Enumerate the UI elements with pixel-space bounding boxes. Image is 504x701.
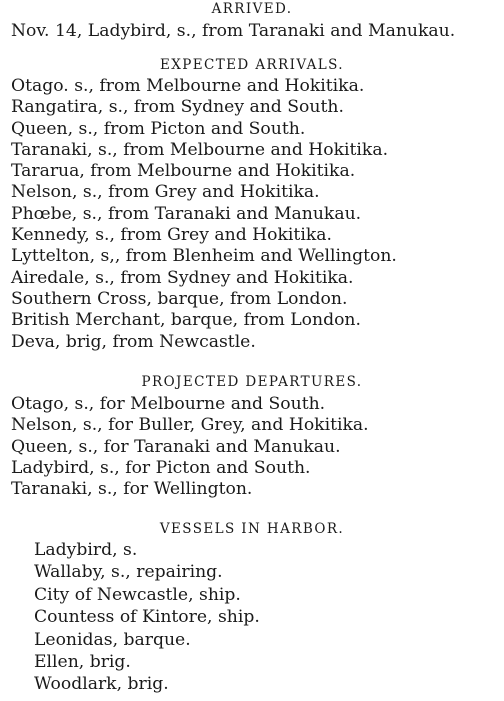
list-item: City of Newcastle, ship.	[34, 584, 241, 605]
list-item: Queen, s., for Taranaki and Manukau.	[11, 436, 341, 457]
list-item: Woodlark, brig.	[34, 674, 169, 695]
list-item: Kennedy, s., from Grey and Hokitika.	[11, 225, 332, 246]
list-item: Countess of Kintore, ship.	[34, 607, 260, 628]
list-item: Leonidas, barque.	[34, 629, 191, 650]
list-item: Rangatira, s., from Sydney and South.	[11, 97, 344, 118]
list-item: Nelson, s., from Grey and Hokitika.	[11, 182, 320, 203]
expected-arrivals-heading: EXPECTED ARRIVALS.	[160, 57, 344, 73]
list-item: Wallaby, s., repairing.	[34, 562, 223, 583]
arrived-entry: Nov. 14, Ladybird, s., from Taranaki and Manukau.	[11, 21, 456, 41]
list-item: Phœbe, s., from Taranaki and Manukau.	[11, 203, 362, 224]
list-item: Tararua, from Melbourne and Hokitika.	[11, 161, 356, 182]
list-item: Ladybird, s.	[34, 540, 138, 560]
list-item: Otago, s., for Melbourne and South.	[11, 394, 326, 414]
list-item: Queen, s., from Picton and South.	[11, 118, 306, 139]
vessels-in-harbor-list	[34, 539, 260, 696]
list-item: Otago. s., from Melbourne and Hokitika.	[11, 76, 365, 96]
list-item: Taranaki, s., for Wellington.	[11, 479, 253, 500]
projected-departures-heading: PROJECTED DEPARTURES.	[141, 374, 363, 390]
projected-departures-list	[11, 394, 369, 500]
list-item: Southern Cross, barque, from London.	[11, 288, 348, 309]
arrived-heading: ARRIVED.	[211, 1, 293, 17]
list-item: Taranaki, s., from Melbourne and Hokitika.	[11, 139, 389, 160]
expected-arrivals-list	[11, 76, 397, 353]
list-item: Deva, brig, from Newcastle.	[11, 331, 256, 352]
list-item: Airedale, s., from Sydney and Hokitika.	[11, 267, 354, 288]
list-item: Lyttelton, s,, from Blenheim and Wellington.	[11, 246, 397, 267]
list-item: British Merchant, barque, from London.	[11, 310, 361, 331]
list-item: Ladybird, s., for Picton and South.	[11, 457, 311, 478]
list-item: Nelson, s., for Buller, Grey, and Hokitika.	[11, 415, 369, 436]
list-item: Ellen, brig.	[34, 651, 131, 672]
vessels-in-harbor-heading: VESSELS IN HARBOR.	[159, 521, 345, 537]
